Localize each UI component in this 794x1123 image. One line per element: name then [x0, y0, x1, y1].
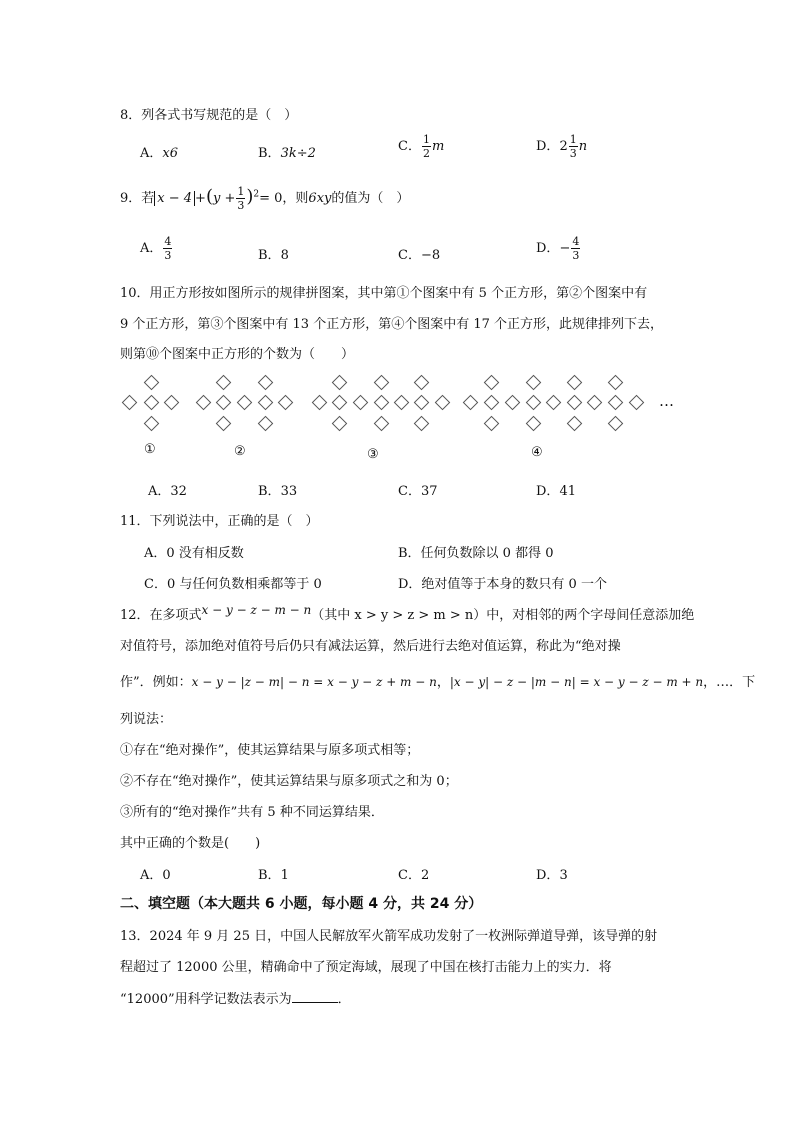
q10-option-c[interactable]: C．37: [398, 484, 438, 499]
square-tile: [608, 395, 624, 411]
option-label: B．: [258, 146, 281, 161]
example-2: |x − y| − z − |m − n| = x − y − z − m + n: [449, 675, 704, 689]
square-tile: [484, 395, 500, 411]
q9-option-a[interactable]: A． $\frac{4}{3}$: [140, 235, 172, 262]
fraction: $\frac{1}{3}$: [569, 133, 577, 160]
square-tile: [374, 395, 390, 411]
square-tile: [414, 395, 430, 411]
figure-label-4: ④: [531, 445, 543, 460]
q12-line-2: 对值符号，添加绝对值符号后仍只有减法运算，然后进行去绝对值运算，称此为“绝对操: [120, 639, 621, 654]
q10-option-a[interactable]: A．32: [148, 484, 187, 499]
square-tile: [587, 395, 603, 411]
section-heading: 二、填空题（本大题共 6 小题，每小题 4 分，共 24 分）: [120, 896, 483, 912]
square-tile: [526, 416, 542, 432]
square-tile: [258, 416, 274, 432]
q9-option-d[interactable]: D．− $\frac{4}{3}$: [536, 235, 580, 262]
q12-option-c[interactable]: C．2: [398, 868, 430, 883]
example-1: x − y − |z − m| − n = x − y − z + m − n: [191, 675, 437, 689]
q11-option-c[interactable]: C．0 与任何负数相乘都等于 0: [144, 577, 322, 592]
square-tile: [144, 395, 160, 411]
option-label: D．: [536, 139, 560, 154]
fraction: $\frac{1}{2}$: [422, 133, 430, 160]
square-tile: [629, 395, 645, 411]
square-tile: [258, 375, 274, 391]
square-tile: [526, 375, 542, 391]
square-tile: [546, 395, 562, 411]
q12-line-1: 12．在多项式x − y − z − m − n（其中 x > y > z > m > n）中，对相邻的两个字母间任意添加绝: [120, 603, 695, 623]
square-tile: [216, 416, 232, 432]
abs-expression: x − 4: [154, 191, 195, 206]
square-tile: [332, 395, 348, 411]
q10-option-d[interactable]: D．41: [536, 484, 576, 499]
square-tile: [258, 395, 274, 411]
square-tile: [122, 395, 138, 411]
option-label: C．: [398, 139, 421, 154]
square-tile: [414, 375, 430, 391]
q12-option-a[interactable]: A．0: [140, 868, 171, 883]
q12-option-d[interactable]: D．3: [536, 868, 568, 883]
figure-label-1: ①: [144, 442, 156, 457]
q12-statement-1: ①存在“绝对操作”，使其运算结果与原多项式相等；: [120, 743, 420, 758]
q12-line-3: 作”．例如：x − y − |z − m| − n = x − y − z + m − n，|x − y| − z − |m − n| = x − y − z − m + n，…．下: [120, 675, 756, 690]
option-var: n: [578, 139, 588, 154]
option-value: 3k÷2: [280, 146, 316, 161]
square-tile: [144, 416, 160, 432]
q8-stem: 8．列各式书写规范的是（ ）: [120, 108, 298, 123]
square-tile: [435, 395, 451, 411]
square-tile: [196, 395, 212, 411]
q12-option-b[interactable]: B．1: [258, 868, 289, 883]
option-label: A．: [140, 146, 163, 161]
answer-blank[interactable]: [292, 990, 338, 1003]
q11-option-d[interactable]: D．绝对值等于本身的数只有 0 一个: [398, 577, 607, 592]
polynomial: x − y − z − m − n: [201, 603, 312, 617]
q10-line-3: 则第⑩个图案中正方形的个数为（ ）: [120, 347, 355, 362]
square-tile: [278, 395, 294, 411]
square-tile: [144, 375, 160, 391]
q9-option-c[interactable]: C．−8: [398, 248, 441, 263]
square-tile: [608, 375, 624, 391]
square-tile: [526, 395, 542, 411]
square-tile: [164, 395, 180, 411]
square-tile: [484, 416, 500, 432]
q13-line-1: 13．2024 年 9 月 25 日，中国人民解放军火箭军成功发射了一枚洲际弹道导弹，该导弹的射: [120, 929, 658, 944]
option-var: m: [431, 139, 445, 154]
q12-question: 其中正确的个数是( ): [120, 836, 261, 851]
q10-line-1: 10．用正方形按如图所示的规律拼图案，其中第①个图案中有 5 个正方形，第②个图案中有: [120, 286, 648, 301]
q8-option-c[interactable]: [398, 134, 444, 159]
q13-line-2: 程超过了 12000 公里，精确命中了预定海域，展现了中国在核打击能力上的实力．将: [120, 960, 612, 975]
square-tile: [414, 416, 430, 432]
q9-stem: 9．若 x − 4 +(y + $\frac{1}{3}$ )$^2$= 0，则6xy的值为（ ）: [120, 185, 410, 212]
square-tile: [567, 416, 583, 432]
q8-option-d[interactable]: [536, 134, 587, 159]
figure-label-3: ③: [367, 447, 379, 462]
q11-stem: 11．下列说法中，正确的是（ ）: [120, 514, 319, 529]
q13-line-3: “12000”用科学记数法表示为 ．: [120, 992, 351, 1007]
square-tile: [608, 416, 624, 432]
square-tile: [567, 395, 583, 411]
square-tile: [332, 416, 348, 432]
square-tile: [237, 395, 253, 411]
q8-option-a[interactable]: [140, 142, 178, 161]
square-tile: [394, 395, 410, 411]
q12-line-4: 列说法：: [120, 712, 173, 727]
q10-option-b[interactable]: B．33: [258, 484, 298, 499]
square-tile: [484, 375, 500, 391]
square-tile: [332, 375, 348, 391]
square-tile: [216, 375, 232, 391]
square-tile: [463, 395, 479, 411]
square-tile: [216, 395, 232, 411]
whole-part: 2: [559, 139, 568, 154]
square-tile: [374, 375, 390, 391]
q11-option-a[interactable]: A．0 没有相反数: [144, 546, 244, 561]
pattern-ellipsis: …: [659, 392, 674, 410]
q10-line-2: 9 个正方形，第③个图案中有 13 个正方形，第④个图案中有 17 个正方形，此规律排列下去，: [120, 317, 664, 332]
square-tile: [312, 395, 328, 411]
option-value: x6: [162, 146, 178, 161]
square-tile: [374, 416, 390, 432]
q12-statement-2: ②不存在“绝对操作”，使其运算结果与原多项式之和为 0；: [120, 774, 458, 789]
q12-statement-3: ③所有的“绝对操作”共有 5 种不同运算结果．: [120, 805, 384, 820]
q11-option-b[interactable]: B．任何负数除以 0 都得 0: [398, 546, 554, 561]
q9-option-b[interactable]: B．8: [258, 248, 289, 263]
figure-label-2: ②: [234, 444, 246, 459]
square-tile: [505, 395, 521, 411]
square-tile: [353, 395, 369, 411]
q8-option-b[interactable]: [258, 142, 316, 161]
square-tile: [567, 375, 583, 391]
